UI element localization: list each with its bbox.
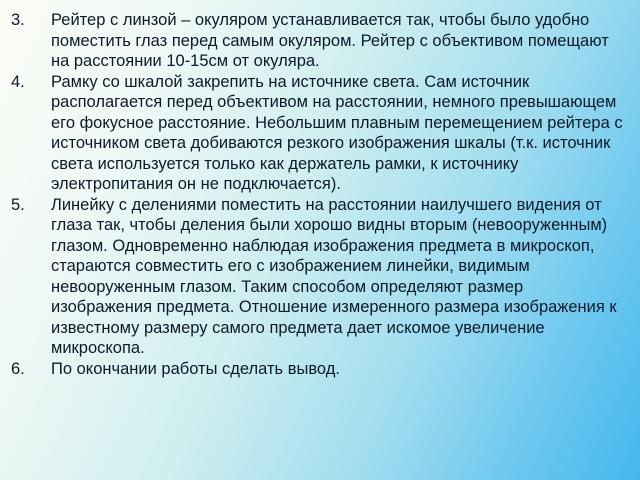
list-item-step-5 bbox=[11, 195, 628, 359]
list-item-step-3 bbox=[11, 10, 628, 72]
instruction-list bbox=[11, 10, 628, 379]
step-text: По окончании работы сделать вывод. bbox=[51, 359, 340, 378]
step-number: 5. bbox=[11, 195, 25, 214]
step-text: Рамку со шкалой закрепить на источнике света. Сам источник располагается перед объективом на расстоянии, немного превышающем его фокусное расстояние. Небольшим плавным перемещением рейтера с источником света добиваются резкого изображения шкалы (т.к. источник света используется только как держатель рамки, к источнику электропитания он не подключается). bbox=[51, 72, 623, 193]
step-text: Линейку с делениями поместить на расстоянии наилучшего видения от глаза так, чтобы деления были хорошо видны вторым (невооруженным) глазом. Одновременно наблюдая изображения предмета в микроскоп, стараются совместить его с изображением линейки, видимым невооруженным глазом. Таким способом определяют размер изображения предмета. Отношение измеренного размера изображения к известному размеру самого предмета дает искомое увеличение микроскопа. bbox=[51, 195, 617, 357]
list-item-step-4 bbox=[11, 72, 628, 195]
list-item-step-6 bbox=[11, 359, 628, 380]
step-text: Рейтер с линзой – окуляром устанавливается так, чтобы было удобно поместить глаз перед самым окуляром. Рейтер с объективом помещают на расстоянии 10-15см от окуляра. bbox=[51, 11, 609, 70]
step-number: 6. bbox=[11, 359, 25, 378]
step-number: 3. bbox=[11, 11, 25, 29]
step-number: 4. bbox=[11, 72, 25, 91]
